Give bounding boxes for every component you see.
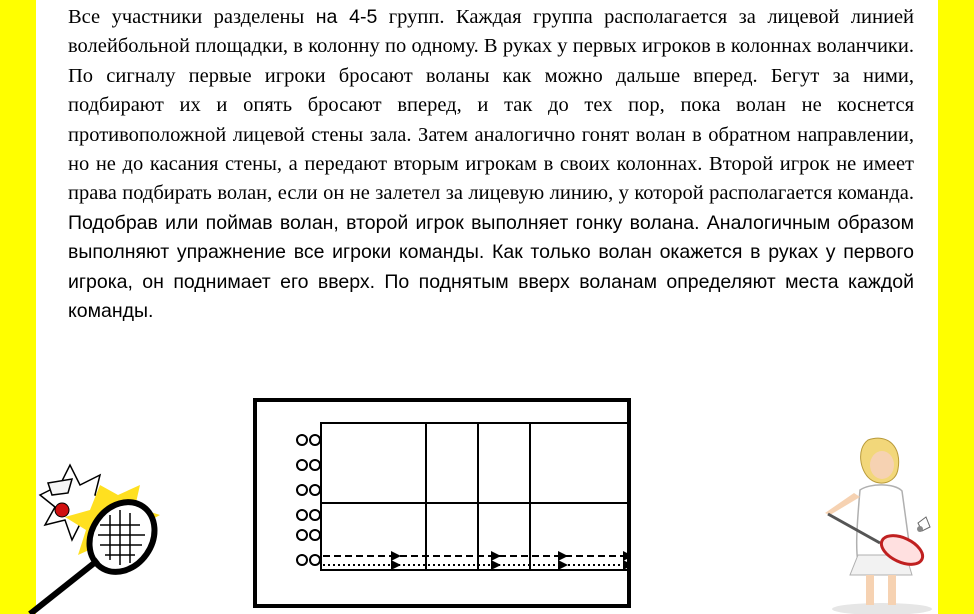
badminton-racket-shuttlecock-icon bbox=[0, 455, 180, 614]
text-part-1: Все участники разделены bbox=[68, 6, 316, 28]
court-diagram bbox=[253, 398, 631, 608]
text-part-2: на 4-5 bbox=[315, 6, 378, 28]
text-part-4: Подобрав или поймав волан, второй игрок выполняет гонку волана. Аналогичным образом выполняют упражнение все игроки команды. Как только волан окажется в руках у первого игрока, он поднимает его вверх. По поднятым вверх воланам определяют места каждой команды. bbox=[68, 211, 914, 323]
text-part-3: групп. Каждая группа располагается за лицевой линией волейбольной площадки, в колонну по одному. В руках у первых игроков в колоннах воланчики. По сигналу первые игроки бросают воланы как можно дальше вперед. Бегут за ними, подбирают их и опять бросают вперед, и так до тех пор, пока волан не коснется противоположной лицевой стены зала. Затем аналогично гонят волан в обратном направлении, но не до касания стены, а передают вторым игрокам в своих колоннах. Второй игрок не имеет права подбирать волан, если он не залетел за лицевую линию, у которой располагается команда. bbox=[68, 6, 915, 205]
badminton-player-girl-icon bbox=[810, 435, 950, 614]
exercise-description bbox=[68, 3, 914, 326]
